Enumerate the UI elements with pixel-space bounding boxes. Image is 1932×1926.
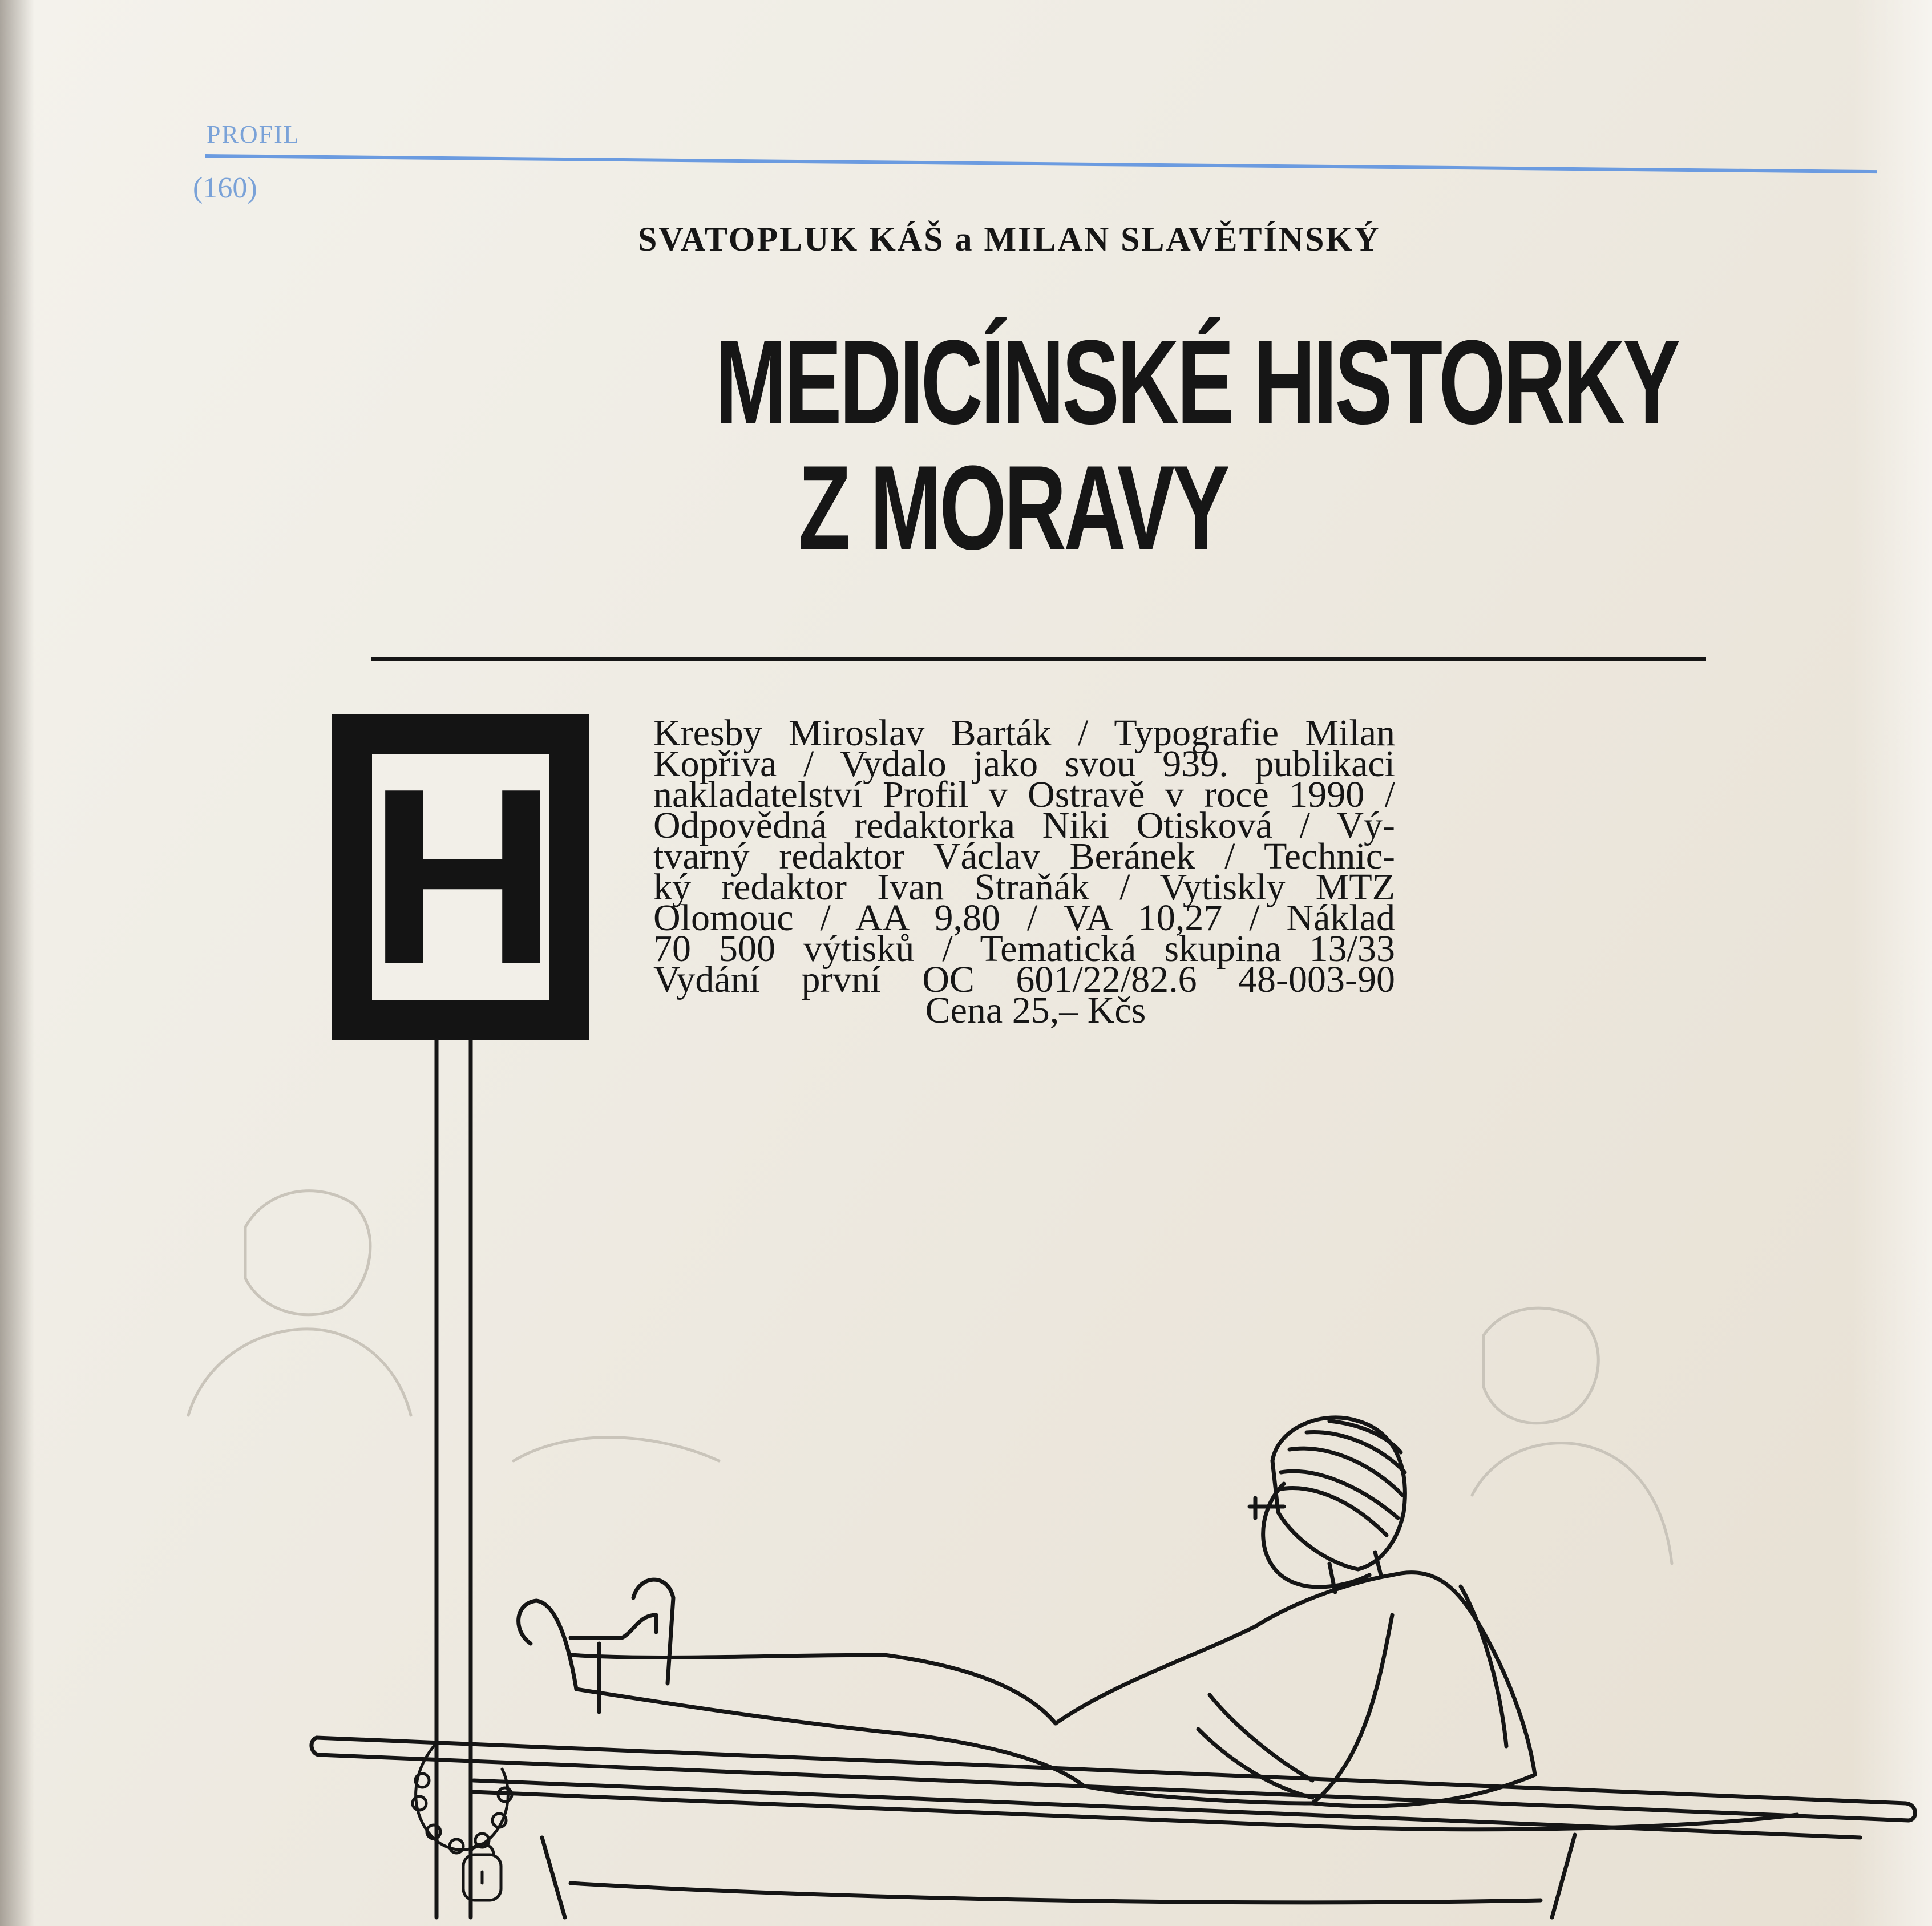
faint-background-figures [188, 1191, 1672, 1564]
colophon-line: Vydání první OC 601/22/82.6 48-003-90 [653, 959, 1395, 1000]
colophon-line: ký redaktor Ivan Straňák / Vytiskly MTZ [653, 866, 1395, 908]
patient-figure [519, 1418, 1535, 1806]
colophon-line: Kresby Miroslav Barták / Typografie Milan [653, 712, 1395, 754]
stretcher [312, 1738, 1915, 1917]
book-price: Cena 25,– Kčs [925, 990, 1146, 1031]
series-number: (160) [193, 172, 257, 204]
book-authors: SVATOPLUK KÁŠ a MILAN SLAVĚTÍNSKÝ [638, 220, 1381, 258]
book-title-line-2: Z MORAVY [798, 441, 1228, 575]
hospital-sign-letter: H [367, 737, 558, 1017]
publisher-label: PROFIL [207, 120, 300, 148]
colophon-line: nakladatelství Profil v Ostravě v roce 1990 / [653, 774, 1395, 815]
chain-and-padlock [413, 1746, 512, 1900]
sign-post [436, 1040, 471, 1917]
colophon-line: Kopřiva / Vydalo jako svou 939. publikaci [653, 743, 1395, 785]
colophon-line: Odpovědná redaktorka Niki Otisková / Vý- [653, 805, 1395, 846]
colophon-line: tvarný redaktor Václav Beránek / Technic- [653, 835, 1395, 877]
book-title-line-1: MEDICÍNSKÉ HISTORKY [715, 315, 1678, 449]
colophon-line: Olomouc / AA 9,80 / VA 10,27 / Náklad [653, 897, 1395, 939]
colophon-line: 70 500 výtisků / Tematická skupina 13/33 [653, 928, 1395, 970]
